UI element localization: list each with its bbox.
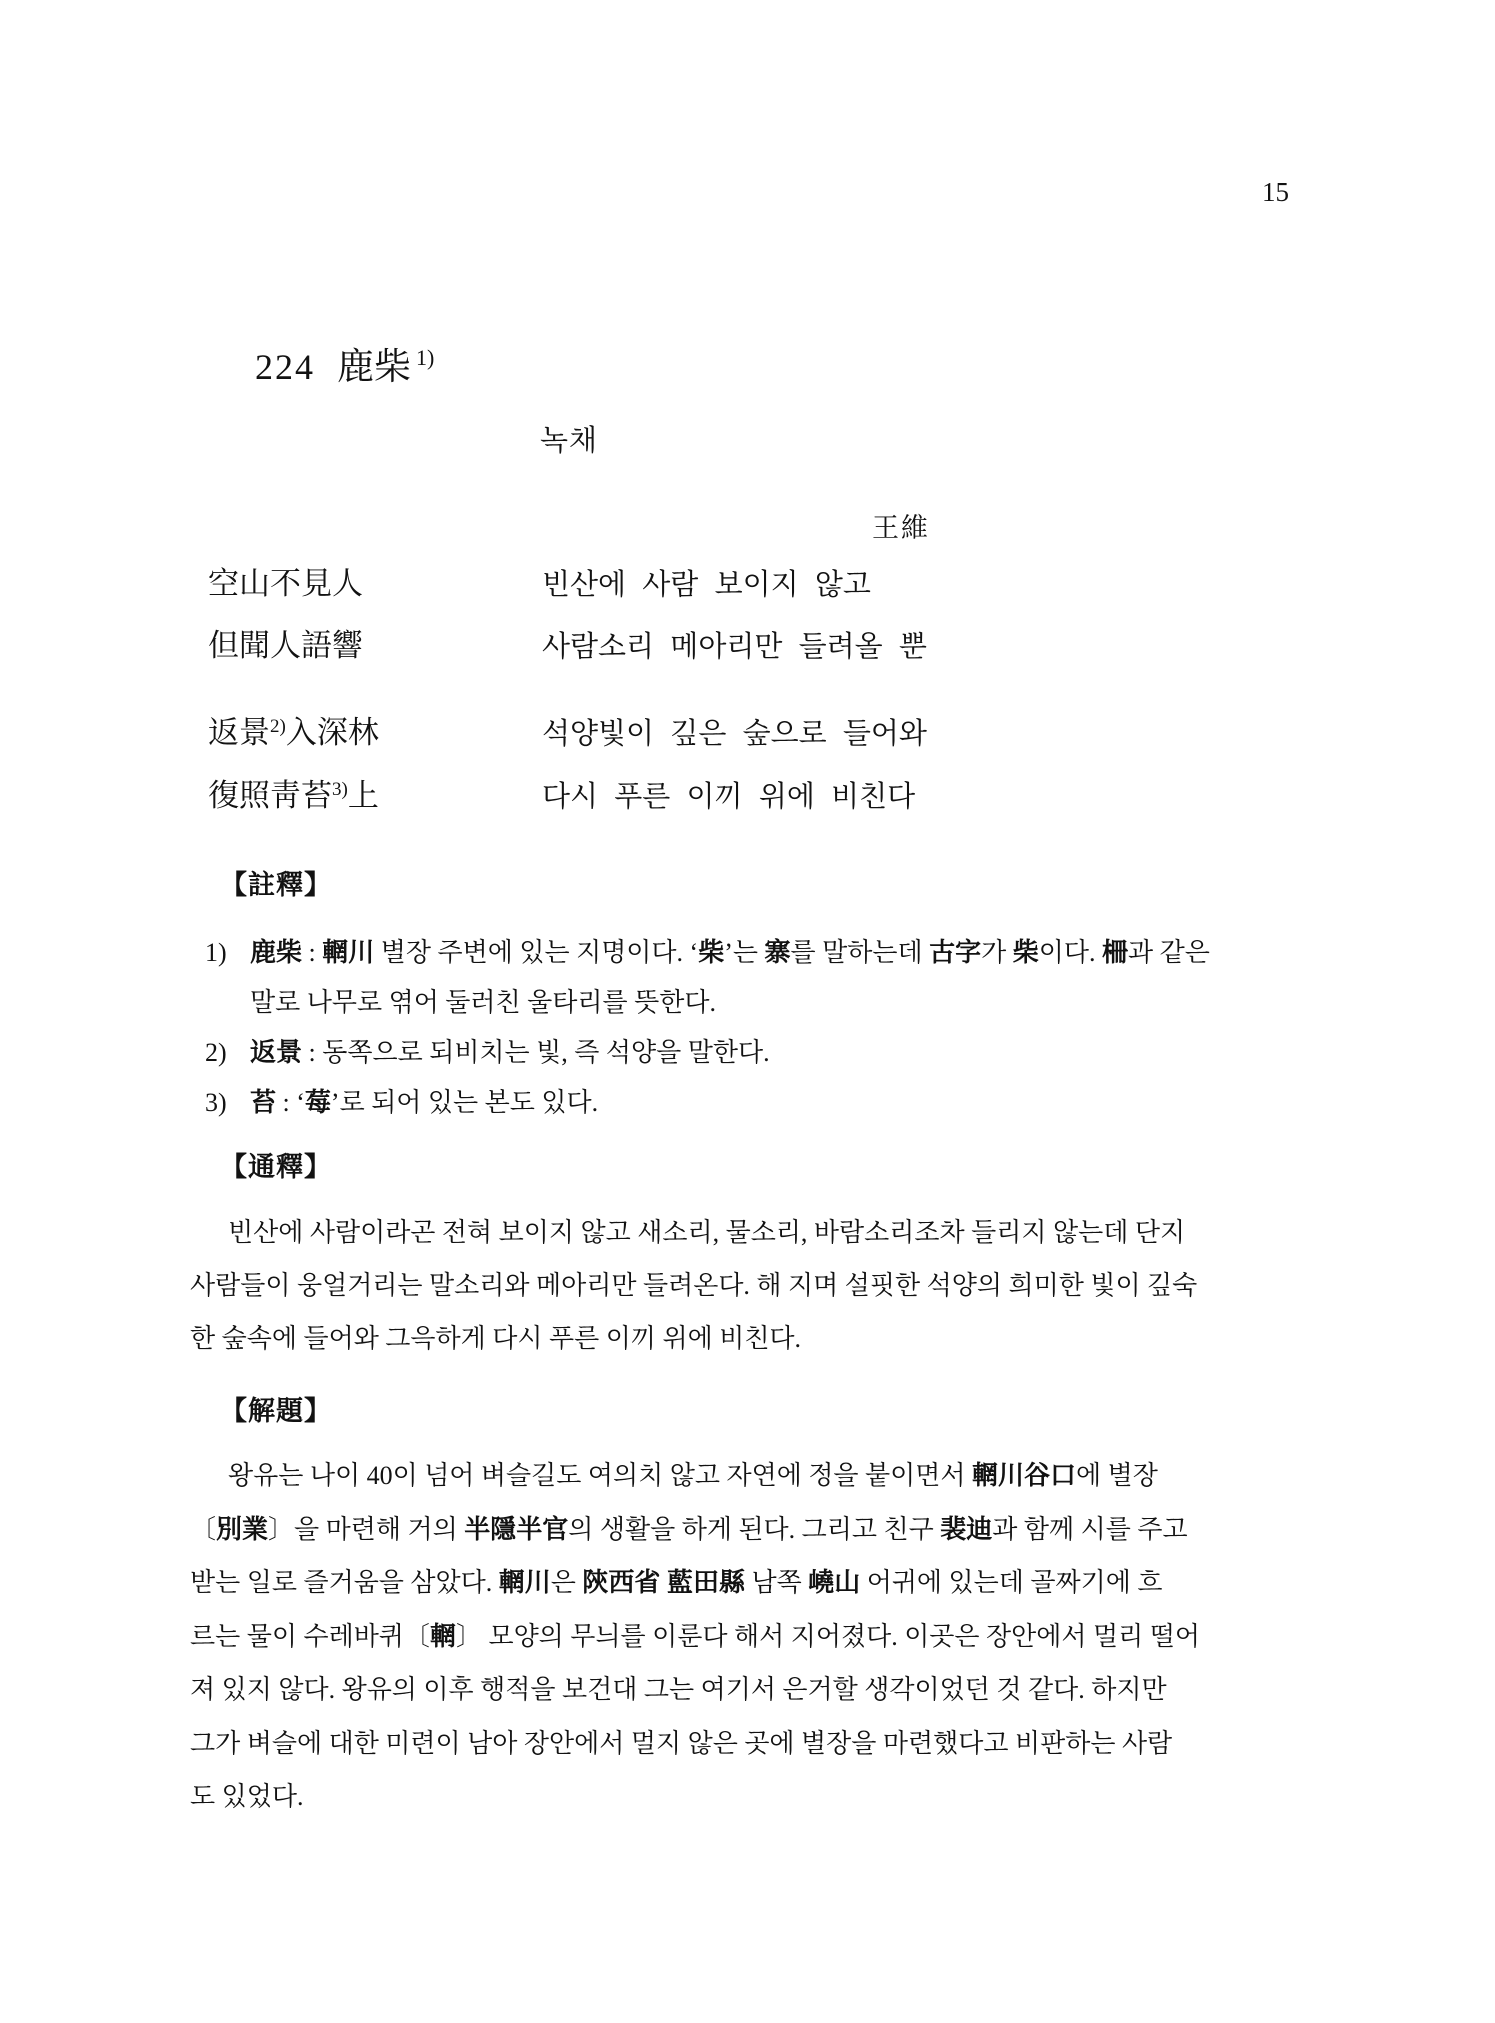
footnote-ref: 2)	[270, 716, 286, 737]
poem-line-1-korean: 빈산에 사람 보이지 않고	[542, 569, 871, 601]
poem-title	[255, 346, 434, 390]
section-header-interpretation: 【通釋】	[220, 1152, 332, 1182]
commentary-paragraph: 왕유는 나이 40이 넘어 벼슬길도 여의치 않고 자연에 정을 붙이면서 輞川谷口에 별장 〔別業〕을 마련해 거의 半隱半官의 생활을 하게 된다. 그리고 친구 裴迪과 함께 시를 주고 받는 일로 즐거움을 삼았다. 輞川은 陝西省 藍田縣 남쪽 嶢山 어귀에 있는데 골짜기에 흐 르는 물이 수레바퀴〔輞〕 모양의 무늬를 이룬다 해서 지어졌다. 이곳은 장안에서 멀리 떨어 져 있지 않다. 왕유의 이후 행적을 보건대 그는 여기서 은거할 생각이었던 것 같다. 하지만 그가 벼슬에 대한 미련이 남아 장안에서 멀지 않은 곳에 별장을 마련했다고 비판하는 사람 도 있었다.	[190, 1461, 1200, 1811]
note-item-1	[205, 928, 1345, 1028]
poem-line-1	[208, 565, 871, 604]
hanzi-text: 上	[347, 778, 379, 813]
note-text: 返景 : 동쪽으로 되비치는 빛, 즉 석양을 말한다.	[250, 1038, 770, 1067]
poem-line-4-korean: 다시 푸른 이끼 위에 비친다	[542, 781, 916, 813]
note-number: 1)	[205, 938, 227, 967]
section-header-commentary: 【解題】	[220, 1396, 332, 1426]
page-number: 15	[1262, 177, 1289, 207]
note-number: 3)	[205, 1088, 227, 1117]
hanzi-text: 但聞人語響	[208, 628, 363, 663]
poem-line-2-hanzi	[208, 627, 542, 666]
annotation-notes	[205, 928, 1345, 1128]
poem-line-4	[208, 777, 915, 816]
note-item-3	[205, 1078, 1345, 1128]
note-text: 苔 : ‘莓’로 되어 있는 본도 있다.	[250, 1088, 599, 1117]
section-header-annotation: 【註釋】	[220, 870, 332, 900]
note-number: 2)	[205, 1038, 227, 1067]
note-item-2	[205, 1028, 1345, 1078]
poem-line-4-hanzi	[208, 777, 542, 816]
poem-line-1-hanzi	[208, 565, 542, 604]
poem-author: 王維	[872, 513, 930, 543]
hanzi-text: 復照靑苔	[208, 778, 332, 813]
poem-id-number: 224	[255, 347, 315, 387]
poem-line-2-korean: 사람소리 메아리만 들려올 뿐	[542, 631, 927, 663]
interpretation-paragraph: 빈산에 사람이라곤 전혀 보이지 않고 새소리, 물소리, 바람소리조차 들리지 않는데 단지 사람들이 웅얼거리는 말소리와 메아리만 들려온다. 해 지며 설핏한 석양의 희미한 빛이 깊숙 한 숲속에 들어와 그윽하게 다시 푸른 이끼 위에 비친다.	[190, 1218, 1198, 1353]
hanzi-text: 空山不見人	[208, 566, 363, 601]
hanzi-text: 入深林	[285, 715, 379, 750]
hanzi-text: 返景	[208, 715, 270, 750]
title-footnote-ref: 1)	[416, 345, 435, 370]
poem-line-3-korean: 석양빛이 깊은 숲으로 들어와	[542, 718, 927, 750]
footnote-ref: 3)	[332, 779, 348, 800]
poem-title-hanzi: 鹿柴	[337, 347, 411, 388]
poem-line-2	[208, 627, 927, 666]
poem-line-3	[208, 714, 927, 753]
korean-reading: 녹채	[540, 425, 599, 457]
poem-line-3-hanzi	[208, 714, 542, 753]
note-text: 鹿柴 : 輞川 별장 주변에 있는 지명이다. ‘柴’는 寨를 말하는데 古字가 柴이다. 柵과 같은 말로 나무로 엮어 둘러친 울타리를 뜻한다.	[250, 938, 1210, 1017]
